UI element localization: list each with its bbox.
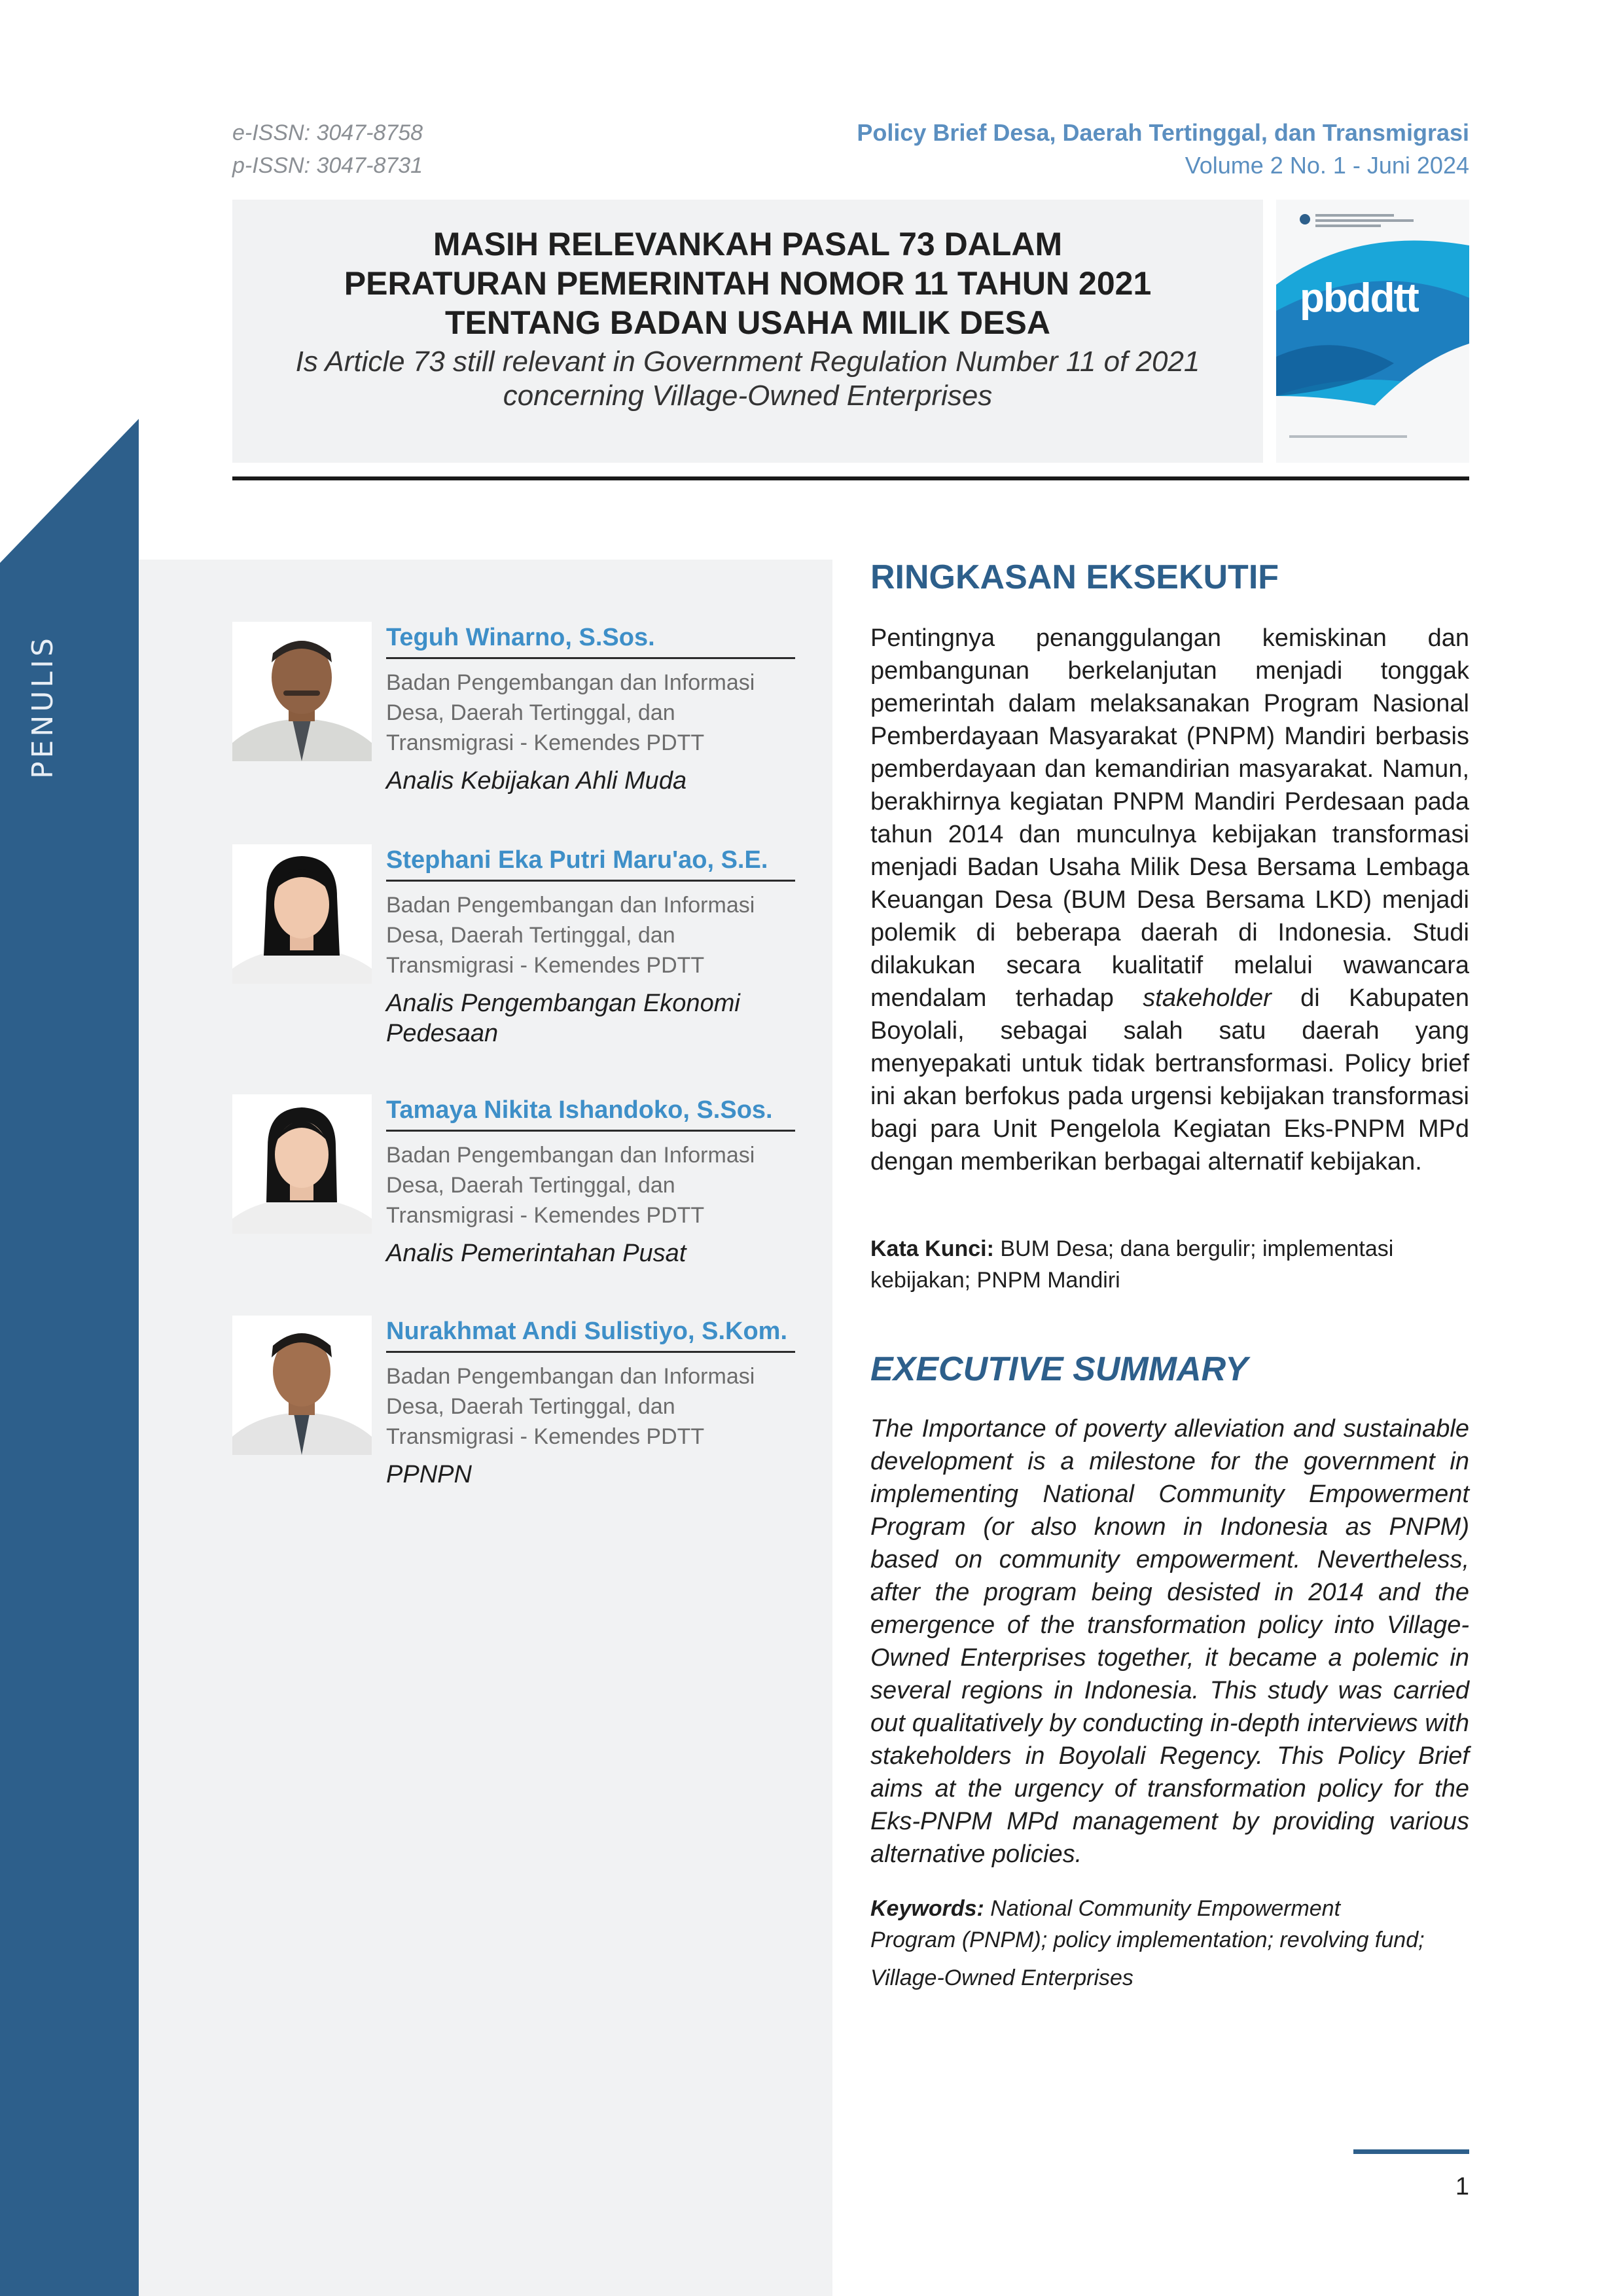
ringkasan-text-part1: Pentingnya penanggulangan kemiskinan dan pembangunan berkelanjutan menjadi tonggak pemerintah dalam melaksanakan Program Nasional Pemberdayaan Masyarakat (PNPM) Mandiri berbasis pemberdayaan dan kemandirian masyarakat. Namun, berakhirnya kegiatan PNPM Mandiri Perdesaan pada tahun 2014 dan munculnya kebijakan transformasi menjadi Badan Usaha Milik Desa Bersama Lembaga Keuangan Desa (BUM Desa Bersama LKD) menjadi polemik di beberapa daerah di Indonesia. Studi dilakukan secara kualitatif melalui wawancara mendalam terhadap <box>870 624 1469 1012</box>
author-photo <box>232 844 372 984</box>
page-title: MASIH RELEVANKAH PASAL 73 DALAM PERATURAN PEMERINTAH NOMOR 11 TAHUN 2021 TENTANG BADAN USAHA MILIK DESA <box>344 226 1152 341</box>
executive-keywords <box>870 1893 1469 1994</box>
person-icon <box>232 844 372 984</box>
executive-body: The Importance of poverty alleviation and sustainable development is a milestone for the government in implementing National Community Empowerment Program (or also known in Indonesia as PNPM) based on community empowerment. Nevertheless, after the program being desisted in 2014 and the emergence of the transformation policy into Village-Owned Enterprises together, it became a polemic in several regions in Indonesia. This study was carried out qualitatively by conducting in-depth interviews with stakeholders in Boyolali Regency. This Policy Brief aims at the urgency of transformation policy for the Eks-PNPM MPd management by providing various alternative policies. <box>870 1415 1469 1868</box>
issn-block <box>232 117 423 182</box>
journal-name: Policy Brief Desa, Daerah Tertinggal, dan Transmigrasi <box>857 119 1469 146</box>
author-name: Tamaya Nikita Ishandoko, S.Sos. <box>386 1094 795 1132</box>
author-affiliation: Badan Pengembangan dan Informasi Desa, Daerah Tertinggal, dan Transmigrasi - Kemendes PDTT <box>386 893 755 978</box>
eissn: e-ISSN: 3047-8758 <box>232 120 423 145</box>
executive-heading: EXECUTIVE SUMMARY <box>870 1350 1248 1388</box>
ringkasan-text-italic: stakeholder <box>1143 984 1272 1012</box>
executive-keywords-label: Keywords: <box>870 1896 984 1921</box>
header-divider <box>232 476 1469 480</box>
penulis-label: PENULIS <box>26 635 60 779</box>
executive-keywords-line1 <box>870 1893 1469 1924</box>
cover-logo-text: pbddtt <box>1300 276 1418 321</box>
author-role: Analis Pemerintahan Pusat <box>386 1240 687 1267</box>
author-affiliation: Badan Pengembangan dan Informasi Desa, Daerah Tertinggal, dan Transmigrasi - Kemendes PDTT <box>386 1364 755 1449</box>
ringkasan-heading: RINGKASAN EKSEKUTIF <box>870 558 1279 596</box>
ringkasan-keywords-label: Kata Kunci: <box>870 1236 994 1261</box>
footer-accent-line <box>1353 2149 1469 2154</box>
person-icon <box>232 622 372 761</box>
journal-cover-thumbnail <box>1276 200 1469 463</box>
author-role: Analis Pengembangan Ekonomi Pedesaan <box>386 990 740 1047</box>
executive-keywords-line2: Program (PNPM); policy implementation; revolving fund; <box>870 1928 1425 1952</box>
person-icon <box>232 1094 372 1234</box>
author-photo <box>232 1094 372 1234</box>
author-affiliation: Badan Pengembangan dan Informasi Desa, Daerah Tertinggal, dan Transmigrasi - Kemendes PDTT <box>386 670 755 755</box>
ringkasan-body <box>870 622 1469 1178</box>
author-affiliation: Badan Pengembangan dan Informasi Desa, Daerah Tertinggal, dan Transmigrasi - Kemendes PDTT <box>386 1143 755 1228</box>
author-role: Analis Kebijakan Ahli Muda <box>386 767 687 795</box>
page-subtitle-english: Is Article 73 still relevant in Government Regulation Number 11 of 2021 concerning Village-Owned Enterprises <box>295 346 1200 412</box>
cover-artwork <box>1276 200 1469 463</box>
author-name: Nurakhmat Andi Sulistiyo, S.Kom. <box>386 1316 795 1353</box>
executive-keywords-line3: Village-Owned Enterprises <box>870 1965 1133 1990</box>
person-icon <box>232 1316 372 1455</box>
author-name: Teguh Winarno, S.Sos. <box>386 622 795 659</box>
author-name: Stephani Eka Putri Maru'ao, S.E. <box>386 844 795 882</box>
journal-info <box>857 117 1469 182</box>
ringkasan-text-part2: di Kabupaten Boyolali, sebagai salah satu daerah yang menyepakati untuk tidak bertransformasi. Policy brief ini akan berfokus pada urgensi kebijakan transformasi bagi para Unit Pengelola Kegiatan Eks-PNPM MPd dengan memberikan berbagai alternatif kebijakan. <box>870 984 1470 1175</box>
executive-keywords-text-1: National Community Empowerment <box>990 1896 1341 1921</box>
author-photo <box>232 622 372 761</box>
journal-volume: Volume 2 No. 1 - Juni 2024 <box>1185 152 1469 179</box>
ringkasan-keywords-text: BUM Desa; dana bergulir; implementasi kebijakan; PNPM Mandiri <box>870 1236 1394 1293</box>
pissn: p-ISSN: 3047-8731 <box>232 153 423 178</box>
author-role: PPNPN <box>386 1461 472 1488</box>
title-box <box>232 200 1263 463</box>
author-photo <box>232 1316 372 1455</box>
sidebar-band <box>0 419 139 2296</box>
sidebar-band-corner <box>0 419 139 563</box>
ringkasan-keywords <box>870 1233 1469 1296</box>
page-number: 1 <box>1455 2173 1469 2200</box>
